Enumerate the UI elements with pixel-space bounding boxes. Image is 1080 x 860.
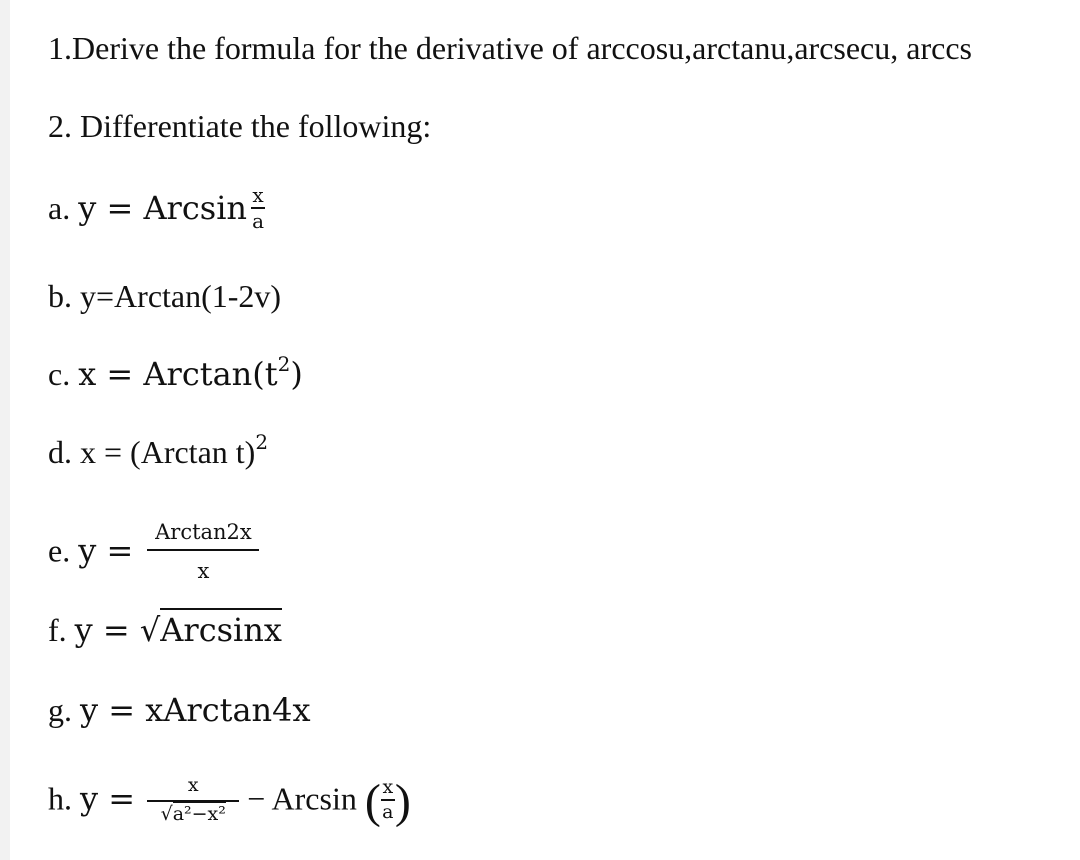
item-d-label: d. — [48, 434, 80, 470]
item-f — [48, 610, 282, 650]
item-e-numerator: Arctan2x — [155, 520, 252, 544]
item-d-superscript: 2 — [255, 430, 269, 454]
item-d-expr: x = (Arctan t) — [80, 434, 256, 470]
item-f-radicand: Arcsinx — [160, 608, 282, 649]
item-f-sqrt — [140, 608, 282, 649]
item-h-open-paren: ( — [364, 775, 381, 828]
item-h-den-radical-sign: √ — [160, 803, 173, 825]
item-g — [48, 690, 311, 730]
item-c — [48, 354, 303, 398]
item-c-close-paren: ) — [290, 355, 303, 393]
item-f-label: f. — [48, 612, 75, 648]
item-h-close-paren: ) — [394, 775, 411, 828]
item-h — [48, 774, 411, 828]
item-c-expr: x = Arctan(t — [78, 355, 278, 393]
left-edge-strip — [0, 0, 10, 860]
item-a-denominator: a — [252, 208, 264, 233]
item-a-numerator: x — [252, 182, 264, 207]
item-e-denominator: x — [197, 559, 210, 583]
item-g-label: g. — [48, 692, 80, 728]
question-2-heading: 2. Differentiate the following: — [48, 108, 432, 144]
item-h-denominator — [147, 805, 239, 824]
item-b: b. y=Arctan(1-2v) — [48, 278, 282, 314]
item-c-superscript: 2 — [277, 352, 291, 376]
item-d — [48, 432, 268, 476]
item-a — [48, 182, 265, 235]
item-a-fraction — [251, 182, 265, 233]
item-g-expr: y = xArctan4x — [80, 691, 311, 729]
item-h-lhs: y = — [80, 779, 146, 818]
item-e-label: e. — [48, 532, 79, 569]
item-a-lhs: y = Arcsin — [78, 189, 248, 227]
item-h-paren-denominator: a — [382, 801, 394, 823]
item-e — [48, 520, 259, 584]
item-h-label: h. — [48, 780, 80, 817]
item-h-fraction — [147, 776, 239, 824]
item-f-radical-sign: √ — [139, 611, 161, 649]
item-f-lhs: y = — [74, 611, 140, 649]
item-h-paren-numerator: x — [382, 776, 394, 798]
item-c-label: c. — [48, 356, 79, 392]
item-e-fraction-bar — [147, 549, 259, 551]
item-h-minus-arcsin: − Arcsin — [239, 780, 357, 817]
item-h-den-radicand: a²−x² — [172, 803, 226, 825]
question-1: 1.Derive the formula for the derivative of arccosu,arctanu,arcsecu, arccs — [48, 30, 972, 66]
item-a-label: a. — [48, 190, 79, 226]
item-h-paren-fraction — [381, 778, 395, 822]
item-h-numerator: x — [187, 774, 199, 796]
item-e-fraction — [147, 522, 259, 582]
item-e-lhs: y = — [78, 531, 144, 570]
